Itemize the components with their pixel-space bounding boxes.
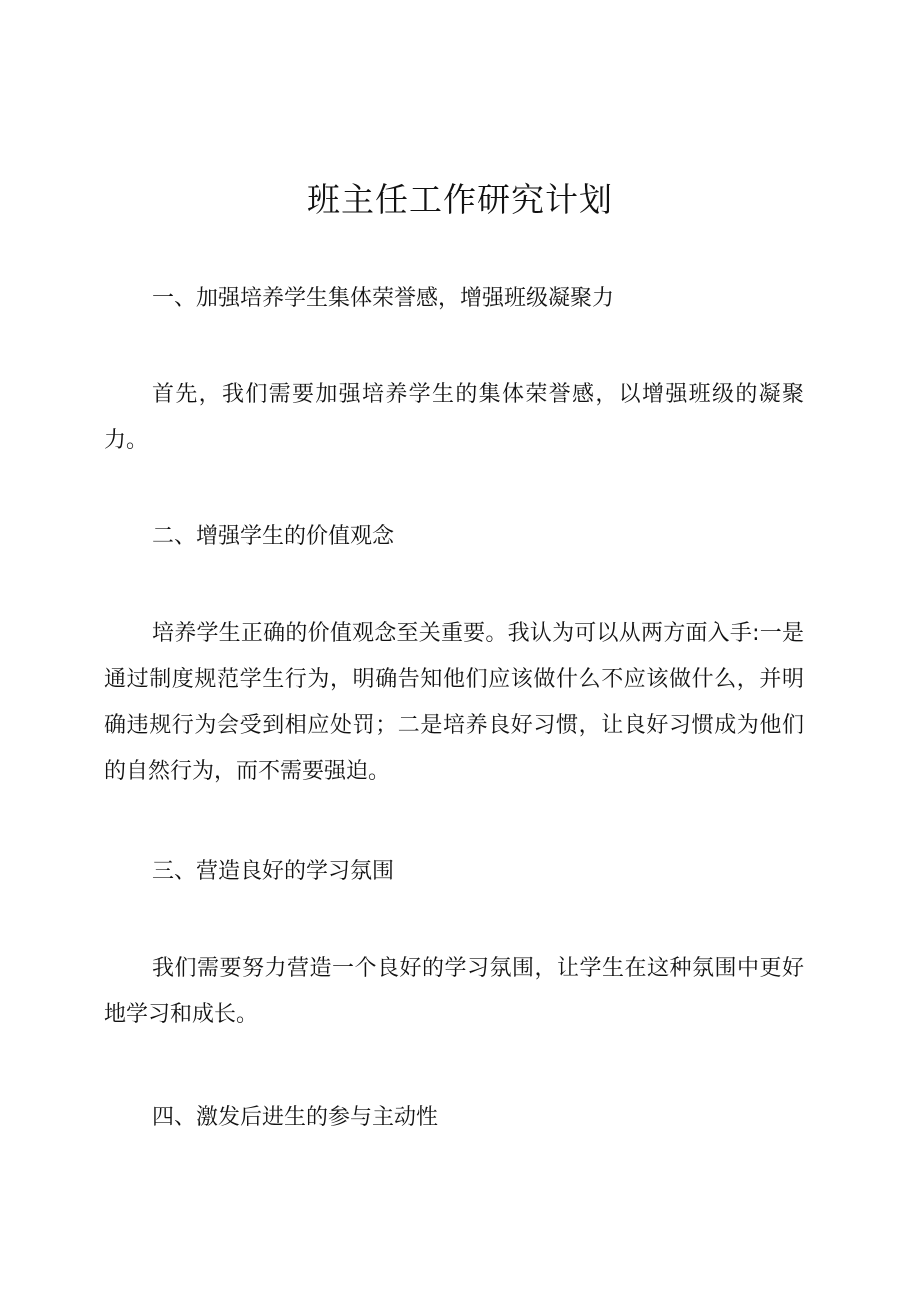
section-paragraph-3: 我们需要努力营造一个良好的学习氛围，让学生在这种氛围中更好地学习和成长。 [104, 956, 804, 1027]
document-title: 班主任工作研究计划 [307, 180, 613, 219]
section-heading-2: 二、增强学生的价值观念 [152, 524, 395, 549]
section-paragraph-1: 首先，我们需要加强培养学生的集体荣誉感，以增强班级的凝聚力。 [104, 382, 804, 453]
section-paragraph-2: 培养学生正确的价值观念至关重要。我认为可以从两方面入手:一是通过制度规范学生行为，明确告知他们应该做什么不应该做什么，并明确违规行为会受到相应处罚；二是培养良好习惯，让良好习惯成为他们的自然行为，而不需要强迫。 [104, 621, 804, 784]
section-heading-3: 三、营造良好的学习氛围 [152, 859, 395, 884]
section-heading-1: 一、加强培养学生集体荣誉感，增强班级凝聚力 [152, 286, 615, 311]
section-heading-4: 四、激发后进生的参与主动性 [152, 1105, 439, 1130]
